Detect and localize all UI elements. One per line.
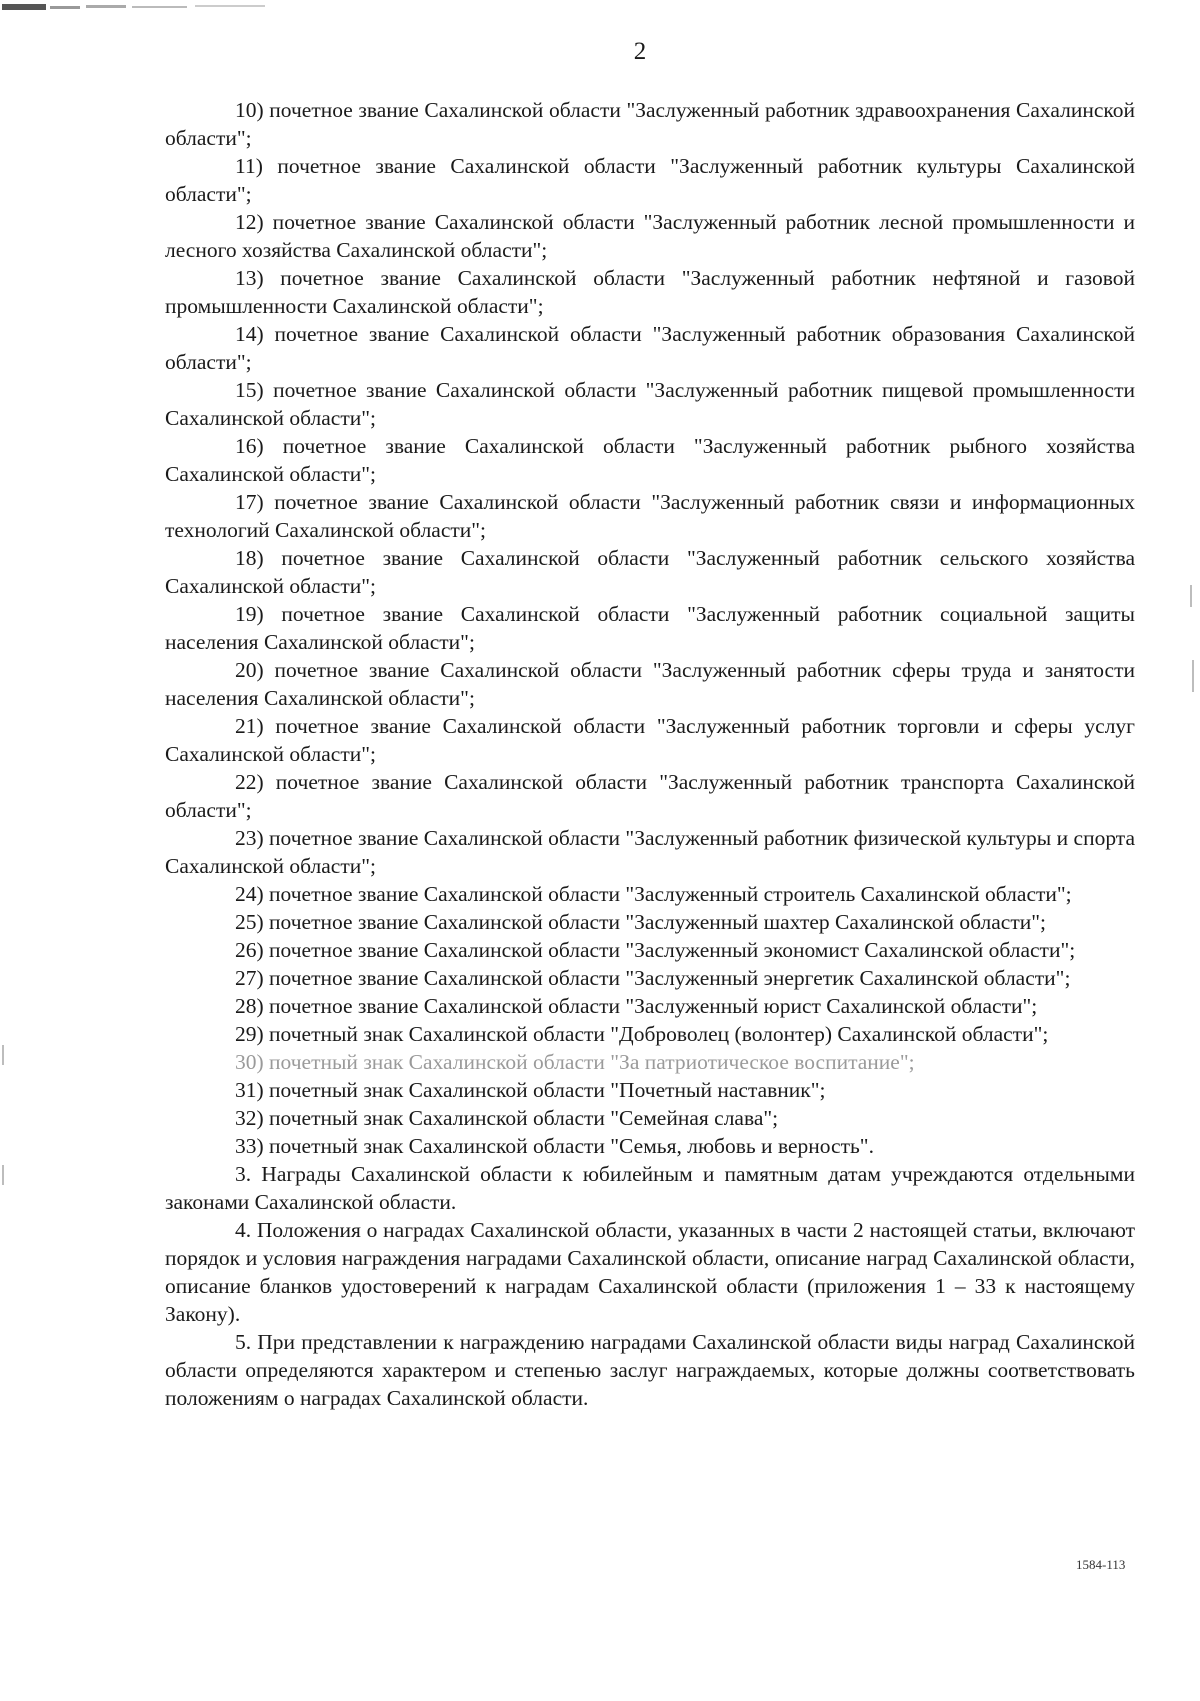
list-item: 14) почетное звание Сахалинской области "Заслуженный работник образования Сахалинской области";: [165, 322, 1135, 374]
paragraph: 4. Положения о наградах Сахалинской области, указанных в части 2 настоящей статьи, включают порядок и условия награждения наградами Сахалинской области, описание наград Сахалинской области, описание бланков удостоверений к наградам Сахалинской области (приложения 1 – 33 к настоящему Закону).: [165, 1218, 1135, 1326]
list-item: 33) почетный знак Сахалинской области "Семья, любовь и верность".: [235, 1134, 874, 1158]
paragraph: 5. При представлении к награждению наградами Сахалинской области виды наград Сахалинской области определяются характером и степенью заслуг награждаемых, которые должны соответствовать положениям о наградах Сахалинской области.: [165, 1330, 1135, 1410]
list-item: 30) почетный знак Сахалинской области "За патриотическое воспитание";: [235, 1050, 915, 1074]
list-item: 22) почетное звание Сахалинской области "Заслуженный работник транспорта Сахалинской области";: [165, 770, 1135, 822]
list-item: 18) почетное звание Сахалинской области "Заслуженный работник сельского хозяйства Сахалинской области";: [165, 546, 1135, 598]
list-item: 17) почетное звание Сахалинской области "Заслуженный работник связи и информационных технологий Сахалинской области";: [165, 490, 1135, 542]
paragraph: 3. Награды Сахалинской области к юбилейным и памятным датам учреждаются отдельными законами Сахалинской области.: [165, 1162, 1135, 1214]
list-item: 16) почетное звание Сахалинской области "Заслуженный работник рыбного хозяйства Сахалинской области";: [165, 434, 1135, 486]
list-item: 32) почетный знак Сахалинской области "Семейная слава";: [235, 1106, 779, 1130]
page-number: 2: [633, 38, 647, 65]
list-item: 12) почетное звание Сахалинской области "Заслуженный работник лесной промышленности и лесного хозяйства Сахалинской области";: [165, 210, 1135, 262]
list-item: 27) почетное звание Сахалинской области "Заслуженный энергетик Сахалинской области";: [235, 966, 1071, 990]
document-body: [165, 96, 1135, 1412]
scan-edge-mark: [1192, 660, 1194, 692]
scan-edge-mark: [2, 1045, 4, 1065]
list-item: 19) почетное звание Сахалинской области "Заслуженный работник социальной защиты населения Сахалинской области";: [165, 602, 1135, 654]
list-item: 28) почетное звание Сахалинской области "Заслуженный юрист Сахалинской области";: [235, 994, 1038, 1018]
list-item: 31) почетный знак Сахалинской области "Почетный наставник";: [235, 1078, 826, 1102]
list-item: 15) почетное звание Сахалинской области "Заслуженный работник пищевой промышленности Сахалинской области";: [165, 378, 1135, 430]
list-item: 29) почетный знак Сахалинской области "Доброволец (волонтер) Сахалинской области";: [235, 1022, 1049, 1046]
document-code: 1584-113: [1076, 1557, 1126, 1572]
list-item: 23) почетное звание Сахалинской области "Заслуженный работник физической культуры и спорта Сахалинской области";: [165, 826, 1135, 878]
list-item: 20) почетное звание Сахалинской области "Заслуженный работник сферы труда и занятости населения Сахалинской области";: [165, 658, 1135, 710]
list-item: 10) почетное звание Сахалинской области "Заслуженный работник здравоохранения Сахалинской области";: [165, 98, 1135, 150]
scan-edge-mark: [2, 1165, 4, 1185]
list-item: 13) почетное звание Сахалинской области "Заслуженный работник нефтяной и газовой промышленности Сахалинской области";: [165, 266, 1135, 318]
scan-artifact: [0, 0, 300, 22]
scan-edge-mark: [1190, 585, 1192, 607]
list-item: 26) почетное звание Сахалинской области "Заслуженный экономист Сахалинской области";: [235, 938, 1076, 962]
list-item: 11) почетное звание Сахалинской области "Заслуженный работник культуры Сахалинской области";: [165, 154, 1135, 206]
list-item: 24) почетное звание Сахалинской области "Заслуженный строитель Сахалинской области";: [235, 882, 1072, 906]
list-item: 21) почетное звание Сахалинской области "Заслуженный работник торговли и сферы услуг Сахалинской области";: [165, 714, 1135, 766]
list-item: 25) почетное звание Сахалинской области "Заслуженный шахтер Сахалинской области";: [235, 910, 1046, 934]
